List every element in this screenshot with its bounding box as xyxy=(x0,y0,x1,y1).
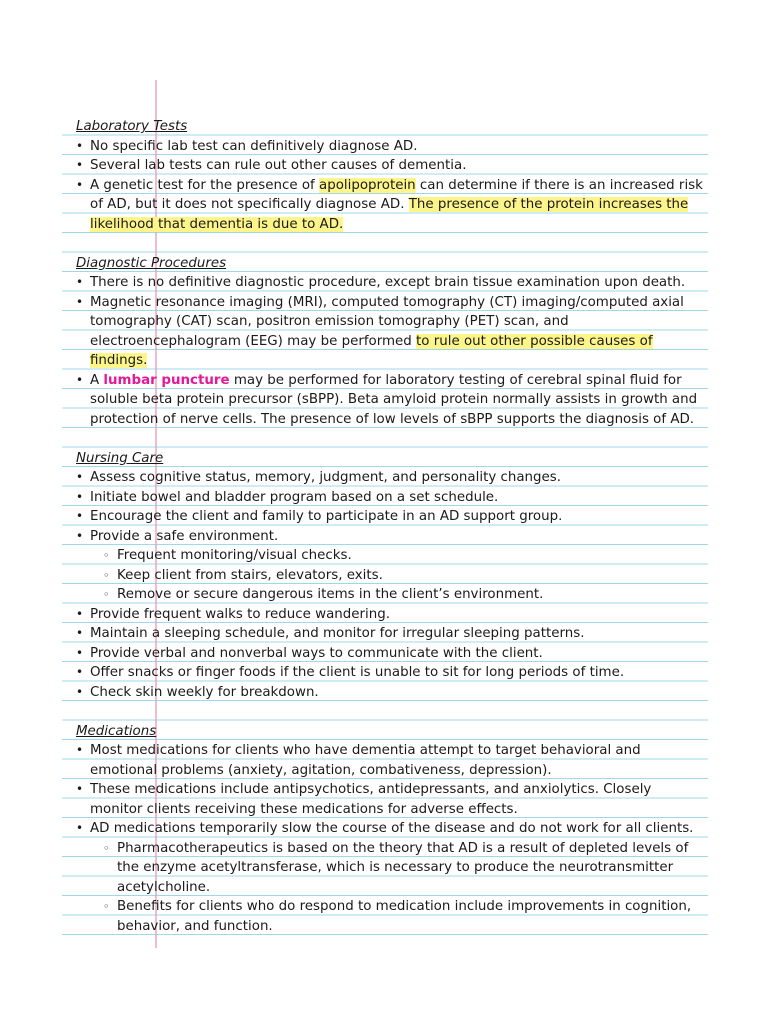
list-item: • Provide a safe environment. xyxy=(76,527,704,547)
bullet-icon: • xyxy=(76,509,84,523)
bullet-icon: • xyxy=(76,626,84,640)
bullet-icon: • xyxy=(76,684,84,699)
bullet-icon: • xyxy=(76,177,84,192)
list-item: ◦ Keep client from stairs, elevators, exits. xyxy=(76,566,704,586)
sub-bullet-list xyxy=(76,546,704,605)
sub-bullet-list xyxy=(76,839,704,937)
sub-bullet-icon: ◦ xyxy=(103,588,110,601)
list-item: ◦ Frequent monitoring/visual checks. xyxy=(76,546,704,566)
bullet-icon: • xyxy=(76,782,84,796)
bullet-icon: • xyxy=(76,645,84,660)
list-item: • Maintain a sleeping schedule, and monitor for irregular sleeping patterns. xyxy=(76,624,704,644)
list-item: • A lumbar puncture may be performed for laboratory testing of cerebral spinal fluid for soluble beta protein precursor (sBPP). Beta amyloid protein normally assists in growth and protection of nerve cells. The presence of low levels of sBPP supports the diagnosis of AD. xyxy=(76,372,698,427)
section-diagnostic-procedures xyxy=(76,254,704,430)
section-heading: Medications xyxy=(76,723,157,739)
section-medications xyxy=(76,722,704,937)
sub-bullet-icon: ◦ xyxy=(103,841,110,855)
highlighted-text: to rule out other possible causes of findings. xyxy=(90,333,653,368)
bullet-icon: • xyxy=(76,528,84,543)
section-nursing-care xyxy=(76,449,704,703)
section-heading: Laboratory Tests xyxy=(76,119,188,134)
bullet-list xyxy=(76,273,704,429)
list-item: ◦ Benefits for clients who do respond to medication include improvements in cognition, behavior, and function. xyxy=(103,899,692,934)
bullet-list xyxy=(76,741,704,839)
list-item: • Magnetic resonance imaging (MRI), computed tomography (CT) imaging/computed axial tomography (CAT) scan, positron emission tomography (PET) scan, and electroencephalogram (EEG) may be performed to rule out other possible causes of findings. xyxy=(76,294,684,368)
bullet-list xyxy=(76,137,704,235)
bullet-icon: • xyxy=(76,665,84,679)
list-item: • No specific lab test can definitively diagnose AD. xyxy=(76,137,704,157)
list-item: • Check skin weekly for breakdown. xyxy=(76,683,704,703)
list-item: • A genetic test for the presence of apolipoprotein can determine if there is an increased risk of AD, but it does not specifically diagnose AD. The presence of the protein increases the likelihood that dementia is due to AD. xyxy=(76,177,703,232)
bullet-list xyxy=(76,468,704,546)
list-item: • Assess cognitive status, memory, judgment, and personality changes. xyxy=(76,468,704,488)
sub-bullet-icon: ◦ xyxy=(103,549,110,562)
bullet-icon: • xyxy=(76,275,84,289)
bullet-icon: • xyxy=(76,743,84,757)
emphasized-term: lumbar puncture xyxy=(103,372,230,388)
bullet-icon: • xyxy=(76,158,84,172)
list-item: ◦ Pharmacotherapeutics is based on the theory that AD is a result of depleted levels of the enzyme acetyltransferase, which is necessary to produce the neurotransmitter acetylcholine. xyxy=(103,840,689,895)
bullet-icon: • xyxy=(76,470,84,484)
highlighted-text: apolipoprotein xyxy=(319,177,416,193)
section-laboratory-tests xyxy=(76,117,704,234)
list-item: • Offer snacks or finger foods if the client is unable to sit for long periods of time. xyxy=(76,663,704,683)
list-item: • AD medications temporarily slow the course of the disease and do not work for all clients. xyxy=(76,819,704,839)
section-heading: Diagnostic Procedures xyxy=(76,255,227,271)
bullet-icon: • xyxy=(76,294,84,309)
bullet-list xyxy=(76,605,704,703)
bullet-icon: • xyxy=(76,372,84,387)
list-item: • Initiate bowel and bladder program based on a set schedule. xyxy=(76,488,704,508)
sub-bullet-icon: ◦ xyxy=(103,900,110,913)
list-item: • Encourage the client and family to participate in an AD support group. xyxy=(76,507,704,527)
list-item: ◦ Remove or secure dangerous items in the client’s environment. xyxy=(76,585,704,605)
bullet-icon: • xyxy=(76,606,84,621)
highlighted-text: The presence of the protein increases the likelihood that dementia is due to AD. xyxy=(90,197,689,232)
list-item: • Provide verbal and nonverbal ways to communicate with the client. xyxy=(76,644,704,664)
bullet-icon: • xyxy=(76,821,84,835)
list-item: • There is no definitive diagnostic procedure, except brain tissue examination upon death. xyxy=(76,273,704,293)
list-item: • Several lab tests can rule out other causes of dementia. xyxy=(76,156,704,176)
sub-bullet-icon: ◦ xyxy=(103,568,110,582)
list-item: • Most medications for clients who have dementia attempt to target behavioral and emotional problems (anxiety, agitation, combativeness, depression). xyxy=(76,743,641,778)
list-item: • Provide frequent walks to reduce wandering. xyxy=(76,605,704,625)
section-heading: Nursing Care xyxy=(76,450,164,466)
bullet-icon: • xyxy=(76,138,84,153)
bullet-icon: • xyxy=(76,489,84,504)
notes-content xyxy=(76,117,704,936)
list-item: • These medications include antipsychotics, antidepressants, and anxiolytics. Closely monitor clients receiving these medications for adverse effects. xyxy=(76,782,652,817)
